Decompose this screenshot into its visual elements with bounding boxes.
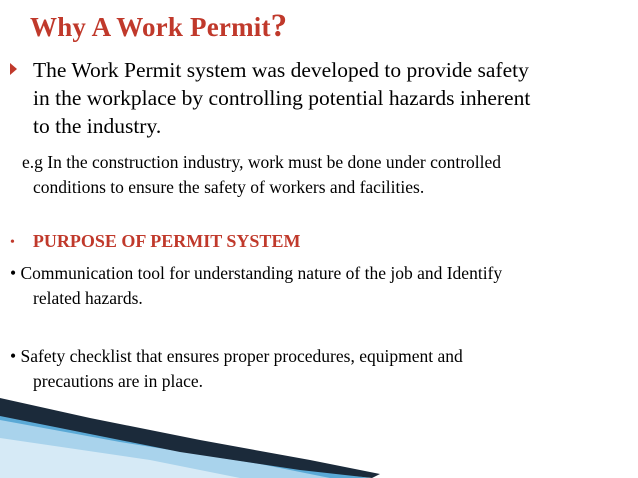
slide-title-text: Why A Work Permit: [30, 12, 271, 42]
list-item-line: precautions are in place.: [33, 371, 204, 391]
example-line: conditions to ensure the safety of workers and facilities.: [33, 177, 425, 197]
slide-title-question-mark: ?: [270, 8, 288, 44]
example-line: e.g In the construction industry, work must be done under controlled: [22, 152, 502, 172]
list-item-line: • Communication tool for understanding nature of the job and Identify: [10, 263, 503, 283]
dot-bullet-icon: •: [10, 234, 15, 250]
list-item-line: • Safety checklist that ensures proper procedures, equipment and: [10, 346, 463, 366]
main-bullet-text: [33, 56, 616, 140]
list-item: [10, 344, 620, 394]
list-item: [10, 261, 620, 311]
list-item-line: related hazards.: [33, 288, 143, 308]
main-bullet-line: The Work Permit system was developed to provide safety: [33, 58, 529, 82]
main-bullet: [10, 56, 616, 140]
example-paragraph: [22, 150, 622, 200]
purpose-heading: PURPOSE OF PERMIT SYSTEM: [32, 231, 301, 251]
main-bullet-line: to the industry.: [33, 114, 162, 138]
slide-title: [30, 8, 287, 45]
purpose-heading-row: [10, 228, 300, 256]
main-bullet-line: in the workplace by controlling potential hazards inherent: [33, 86, 531, 110]
arrow-bullet-icon: [10, 63, 17, 75]
decorative-swoosh: [0, 390, 638, 478]
